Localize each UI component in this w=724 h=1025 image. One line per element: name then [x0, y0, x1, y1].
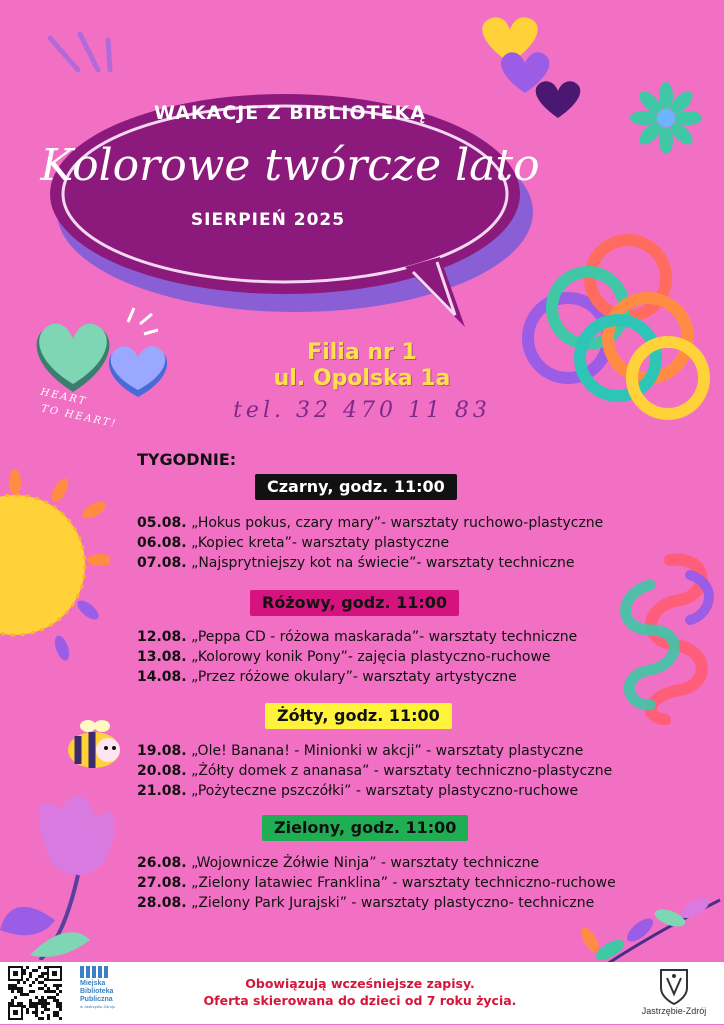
- event-title: „Zielony Park Jurajski” - warsztaty plastyczno- techniczne: [191, 895, 595, 911]
- event-title: „Peppa CD - różowa maskarada”- warsztaty techniczne: [191, 629, 578, 645]
- week-header: Zielony, godz. 11:00: [262, 815, 468, 841]
- event-date: 26.08.: [137, 855, 187, 871]
- event-row: [137, 742, 583, 760]
- event-title: „Wojownicze Żółwie Ninja” - warsztaty techniczne: [191, 855, 540, 871]
- week-header: Różowy, godz. 11:00: [250, 590, 459, 616]
- event-row: [137, 894, 594, 912]
- branch-phone: tel. 32 470 11 83: [233, 398, 491, 423]
- city-logo-text: Jastrzębie-Zdrój: [641, 1006, 707, 1016]
- event-title: „Kopiec kreta”- warsztaty plastyczne: [191, 535, 450, 551]
- heart-text-line2: TO HEART!: [40, 403, 119, 431]
- notice-line2: Oferta skierowana do dzieci od 7 roku życia.: [203, 993, 517, 1008]
- notice-line1: Obowiązują wcześniejsze zapisy.: [245, 976, 475, 991]
- notice: [160, 975, 560, 1009]
- tulip-icon: [0, 780, 130, 960]
- event-date: 05.08.: [137, 515, 187, 531]
- poster-title: Kolorowe twórcze lato: [40, 140, 540, 191]
- event-date: 14.08.: [137, 669, 187, 685]
- event-row: [137, 854, 539, 872]
- event-row: [137, 874, 616, 892]
- week-header: Czarny, godz. 11:00: [255, 474, 457, 500]
- event-title: „Żółty domek z ananasa” - warsztaty techniczno-plastyczne: [191, 763, 613, 779]
- event-row: [137, 628, 577, 646]
- hearts-top-right: [470, 8, 590, 118]
- library-logo-line4: w Jastrzębiu-Zdroju: [80, 1004, 115, 1009]
- event-date: 28.08.: [137, 895, 187, 911]
- event-title: „Przez różowe okulary”- warsztaty artystyczne: [191, 669, 517, 685]
- library-logo: [80, 966, 140, 1010]
- event-date: 12.08.: [137, 629, 187, 645]
- branch-address: ul. Opolska 1a: [273, 366, 451, 391]
- weekly-label: TYGODNIE:: [137, 450, 237, 469]
- event-row: [137, 554, 575, 572]
- library-logo-icon: [80, 966, 140, 978]
- library-logo-line1: Miejska: [80, 980, 106, 987]
- event-title: „Najsprytniejszy kot na świecie”- warsztaty techniczne: [191, 555, 575, 571]
- city-logo: [632, 966, 716, 1016]
- branch-name: Filia nr 1: [307, 340, 417, 365]
- city-crest-icon: [657, 966, 691, 1006]
- event-row: [137, 668, 517, 686]
- poster-month: SIERPIEŃ 2025: [190, 210, 346, 230]
- event-date: 27.08.: [137, 875, 187, 891]
- event-date: 07.08.: [137, 555, 187, 571]
- week-header: Żółty, godz. 11:00: [265, 703, 452, 729]
- event-title: „Hokus pokus, czary mary”- warsztaty ruchowo-plastyczne: [191, 515, 604, 531]
- event-title: „Ole! Banana! - Minionki w akcji” - warsztaty plastyczne: [191, 743, 584, 759]
- event-title: „Zielony latawiec Franklina” - warsztaty techniczno-ruchowe: [191, 875, 616, 891]
- event-row: [137, 514, 603, 532]
- event-row: [137, 762, 612, 780]
- bee-icon: [64, 718, 126, 774]
- library-logo-line2: Biblioteka: [80, 988, 114, 995]
- event-title: „Kolorowy konik Pony”- zajęcia plastyczno-ruchowe: [191, 649, 551, 665]
- event-date: 20.08.: [137, 763, 187, 779]
- event-date: 06.08.: [137, 535, 187, 551]
- library-logo-line3: Publiczna: [80, 996, 113, 1003]
- event-date: 19.08.: [137, 743, 187, 759]
- event-row: [137, 534, 449, 552]
- flower-icon: [628, 80, 704, 156]
- poster-supertitle: WAKACJE Z BIBLIOTEKĄ: [154, 102, 426, 124]
- heart-text-line1: HEART: [39, 386, 89, 408]
- qr-code-icon: [8, 966, 62, 1025]
- spiral-ribbon-icon: [610, 545, 720, 725]
- event-row: [137, 648, 551, 666]
- event-title: „Pożyteczne pszczółki” - warsztaty plastyczno-ruchowe: [191, 783, 579, 799]
- event-date: 21.08.: [137, 783, 187, 799]
- sun-icon: [0, 470, 110, 670]
- event-date: 13.08.: [137, 649, 187, 665]
- footer: [0, 962, 724, 1024]
- event-row: [137, 782, 578, 800]
